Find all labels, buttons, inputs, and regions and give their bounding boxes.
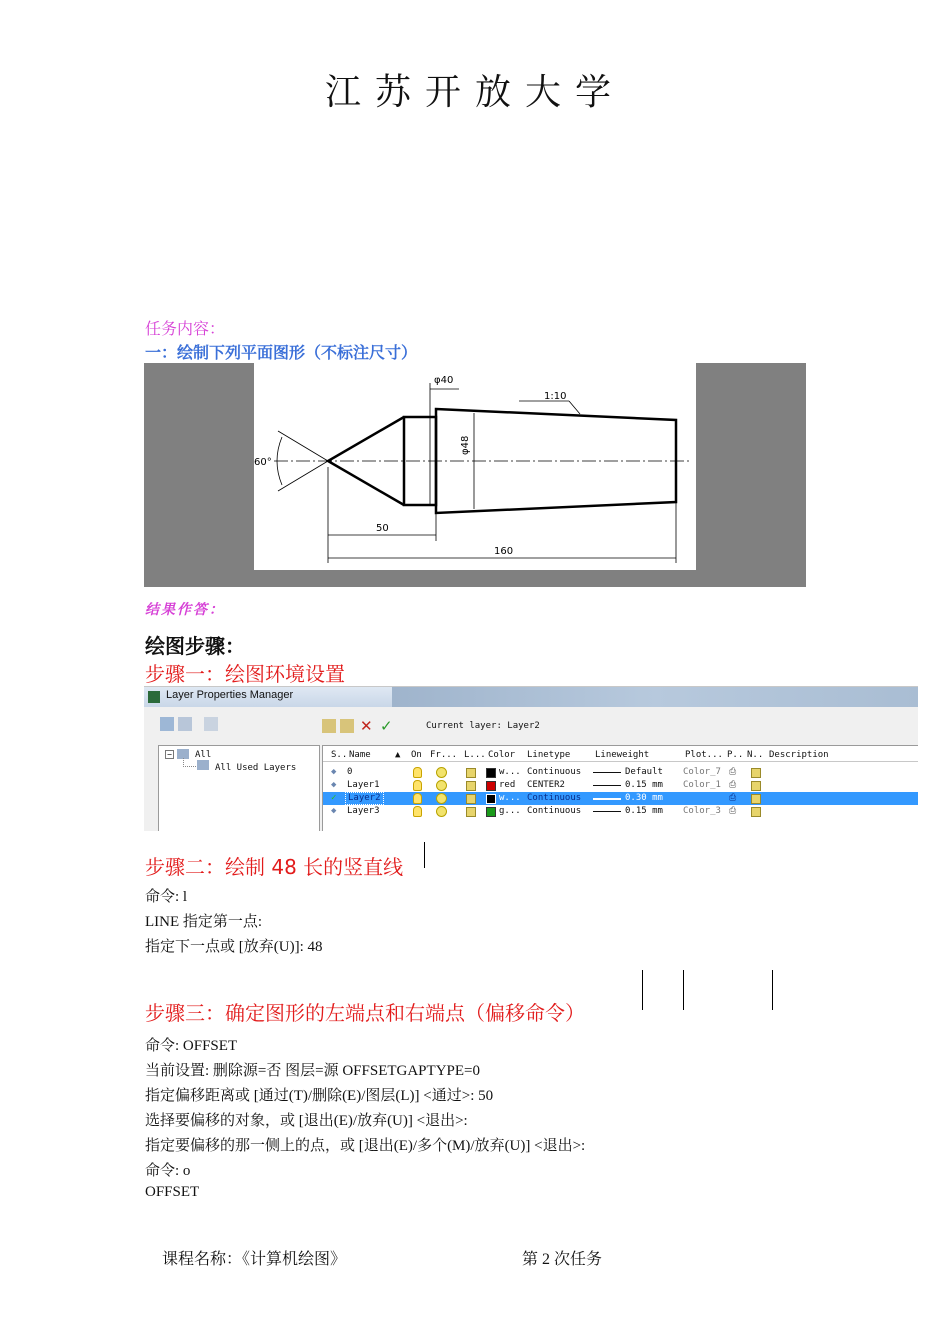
layer-status-icon: ◆	[331, 806, 337, 816]
tree-root[interactable]: All	[195, 750, 212, 760]
command-line: 命令: o	[145, 1163, 191, 1179]
lineweight-sample	[593, 798, 621, 800]
layer-name: Layer3	[347, 806, 380, 816]
col-lineweight[interactable]: Lineweight	[595, 750, 650, 760]
window-titlebar-background	[392, 687, 918, 707]
color-name: w...	[499, 793, 521, 803]
color-swatch[interactable]	[486, 807, 496, 817]
command-line: LINE 指定第一点:	[145, 914, 263, 930]
command-line: 命令: OFFSET	[145, 1038, 238, 1054]
current-layer-label: Current layer: Layer2	[426, 721, 540, 731]
state-manager-icon[interactable]	[204, 717, 218, 731]
angle-label: 60°	[254, 457, 272, 468]
linetype[interactable]: Continuous	[527, 806, 582, 816]
on-bulb-icon[interactable]	[413, 793, 422, 804]
new-layer-icon[interactable]	[322, 719, 336, 733]
page-title: 江苏开放大学	[324, 72, 625, 113]
new-filter-icon[interactable]	[160, 717, 174, 731]
window-title: Layer Properties Manager	[166, 689, 294, 701]
angle-ext-top	[278, 431, 328, 461]
plot-style: Color_1	[683, 780, 721, 790]
divider-line	[772, 970, 773, 1010]
new-vp-freeze-icon[interactable]	[751, 781, 761, 791]
freeze-sun-icon[interactable]	[436, 793, 447, 804]
unlock-icon[interactable]	[466, 807, 476, 817]
col-on[interactable]: On	[411, 750, 422, 760]
current-check-icon: ✓	[331, 793, 337, 803]
on-bulb-icon[interactable]	[413, 780, 422, 791]
col-color[interactable]: Color	[488, 750, 516, 760]
col-linetype[interactable]: Linetype	[527, 750, 571, 760]
freeze-sun-icon[interactable]	[436, 780, 447, 791]
task-subtitle: 一：绘制下列平面图形（不标注尺寸）	[145, 343, 418, 362]
technical-drawing	[254, 363, 696, 570]
layer-name: 0	[347, 767, 353, 777]
col-status[interactable]: S..	[331, 750, 348, 760]
plot-icon[interactable]: ⎙	[729, 793, 737, 803]
unlock-icon[interactable]	[466, 781, 476, 791]
freeze-sun-icon[interactable]	[436, 806, 447, 817]
col-new-vp[interactable]: N..	[747, 750, 764, 760]
result-label: 结果作答：	[145, 602, 225, 618]
color-name: w...	[499, 767, 521, 777]
command-line: 指定下一点或 [放弃(U)]: 48	[145, 939, 323, 955]
app-icon	[148, 691, 160, 703]
color-swatch[interactable]	[486, 768, 496, 778]
layers-icon	[197, 760, 209, 770]
lineweight-sample	[593, 785, 621, 786]
new-vp-freeze-icon[interactable]	[751, 807, 761, 817]
step3-heading: 步骤三：确定图形的左端点和右端点（偏移命令）	[145, 1001, 585, 1025]
step1-heading: 步骤一：绘图环境设置	[145, 662, 345, 686]
delete-layer-icon[interactable]: ✕	[360, 717, 373, 735]
lineweight[interactable]: 0.30 mm	[625, 793, 663, 803]
command-line: 指定要偏移的那一侧上的点，或 [退出(E)/多个(M)/放弃(U)] <退出>:	[145, 1138, 586, 1154]
linetype[interactable]: CENTER2	[527, 780, 565, 790]
filter-tree	[158, 745, 320, 831]
lineweight[interactable]: 0.15 mm	[625, 780, 663, 790]
plot-icon[interactable]: ⎙	[729, 806, 737, 816]
col-plot-style[interactable]: Plot...	[685, 750, 723, 760]
lineweight[interactable]: Default	[625, 767, 663, 777]
layer-grid	[322, 745, 918, 831]
taper-leader	[569, 401, 580, 414]
lineweight-sample	[593, 772, 621, 773]
layer-row[interactable]	[323, 779, 918, 792]
color-swatch[interactable]	[486, 781, 496, 791]
footer-task-number: 第 2 次任务	[522, 1251, 603, 1268]
layer-row[interactable]	[323, 766, 918, 779]
step2-heading: 步骤二：绘制 48 长的竖直线	[145, 855, 404, 879]
command-line: OFFSET	[145, 1184, 200, 1200]
taper-label: 1:10	[544, 391, 567, 402]
dim160-label: 160	[494, 546, 514, 557]
new-vp-freeze-icon[interactable]	[751, 794, 761, 804]
lineweight[interactable]: 0.15 mm	[625, 806, 663, 816]
footer-course: 课程名称：《计算机绘图》	[162, 1251, 347, 1268]
set-current-icon[interactable]: ✓	[380, 717, 393, 735]
drawing-svg	[254, 363, 696, 570]
drawing-frame	[144, 363, 806, 587]
divider-line	[642, 970, 643, 1010]
plot-style: Color_3	[683, 806, 721, 816]
dim50-label: 50	[376, 523, 389, 534]
plot-icon[interactable]: ⎙	[729, 780, 737, 790]
color-swatch[interactable]	[486, 794, 496, 804]
col-name[interactable]: Name	[349, 750, 371, 760]
on-bulb-icon[interactable]	[413, 806, 422, 817]
layer-status-icon: ◆	[331, 767, 337, 777]
layer-row-selected[interactable]	[323, 792, 918, 805]
layer-name: Layer1	[347, 780, 380, 790]
freeze-sun-icon[interactable]	[436, 767, 447, 778]
steps-title: 绘图步骤：	[145, 634, 245, 658]
col-freeze[interactable]: Fr...	[430, 750, 458, 760]
angle-ext-bottom	[278, 461, 328, 491]
cursor-bar	[424, 842, 425, 868]
on-bulb-icon[interactable]	[413, 767, 422, 778]
plot-icon[interactable]: ⎙	[729, 767, 737, 777]
color-name: red	[499, 780, 516, 790]
lineweight-sample	[593, 811, 621, 812]
unlock-icon[interactable]	[466, 794, 476, 804]
phi40-label: φ40	[434, 375, 454, 386]
phi48-label: φ48	[460, 435, 471, 455]
command-line: 指定偏移距离或 [通过(T)/删除(E)/图层(L)] <通过>: 50	[145, 1088, 494, 1104]
new-layer-vp-icon[interactable]	[340, 719, 354, 733]
command-line: 选择要偏移的对象，或 [退出(E)/放弃(U)] <退出>:	[145, 1113, 468, 1129]
linetype[interactable]: Continuous	[527, 767, 582, 777]
command-line: 命令: l	[145, 889, 188, 905]
col-description[interactable]: Description	[769, 750, 829, 760]
layer-row[interactable]	[323, 805, 918, 818]
col-lock[interactable]: L...	[464, 750, 486, 760]
group-filter-icon[interactable]	[178, 717, 192, 731]
layer-properties-manager	[144, 686, 918, 831]
col-plot[interactable]: P..	[727, 750, 744, 760]
color-name: g...	[499, 806, 521, 816]
sort-arrow-icon: ▲	[395, 750, 401, 760]
linetype[interactable]: Continuous	[527, 793, 582, 803]
layer-status-icon: ◆	[331, 780, 337, 790]
divider-line	[683, 970, 684, 1010]
tree-child[interactable]: All Used Layers	[215, 763, 297, 773]
new-vp-freeze-icon[interactable]	[751, 768, 761, 778]
unlock-icon[interactable]	[466, 768, 476, 778]
plot-style: Color_7	[683, 767, 721, 777]
layer-name: Layer2	[345, 792, 384, 805]
command-line: 当前设置: 删除源=否 图层=源 OFFSETGAPTYPE=0	[145, 1063, 480, 1079]
collapse-icon[interactable]: −	[165, 750, 174, 759]
task-label: 任务内容：	[145, 319, 226, 338]
